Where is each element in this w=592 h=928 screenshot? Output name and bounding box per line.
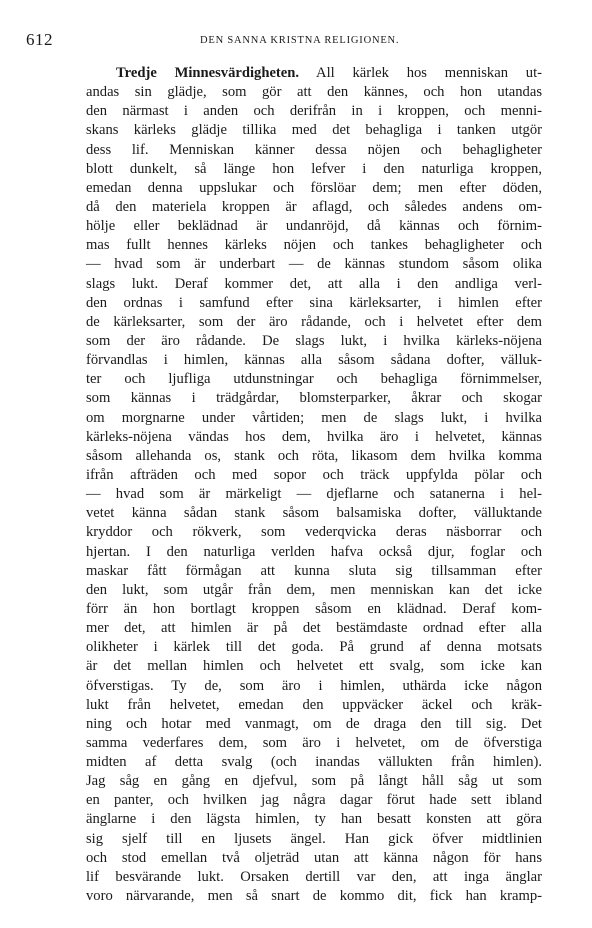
text-line: är det mellan himlen och helvetet ett svalg, som icke kan [86,658,542,675]
text-line: andas sin glädje, som gör att den kännes, och hon utandas [86,84,542,101]
text-line: den lukt, som utgår från dem, men menniskan kan det icke [86,581,542,598]
text-line: mer det, att himlen är på det bestämdaste ordnad efter alla [86,620,542,637]
text-line: ter och ljufliga utdunstningar och behagliga förnimmelser, [86,371,542,388]
text-line: då den materiela kroppen är aflagd, och således andens om- [86,198,542,215]
text-line: en panter, och hvilken jag några dagar förut hade sett ibland [86,792,542,809]
text-line: hjertan. I den naturliga verlden hafva också djur, foglar och [86,543,542,560]
text-line: dess lif. Menniskan känner dessa nöjen och behagligheter [86,141,542,158]
text-line: den närmast i anden och derifrån in i kroppen, och menni- [86,103,542,120]
text-line: mas fullt hennes kärleks nöjen och tankes behagligheter och [86,237,542,254]
text-line: skans kärleks glädje tillika med det behagliga i tanken utgör [86,122,542,139]
text-line: förvandlas i himlen, kännas alla såsom sådana dofter, välluk- [86,352,542,369]
text-line: som der äro rådande. De slags lukt, i hvilka kärleks-nöjena [86,332,542,349]
text-line: olikheter i kärlek till det goda. På grund af denna motsats [86,639,542,656]
text-line: kärleks-nöjena vändas hos dem, hvilka äro i helvetet, kännas [86,428,542,445]
text-line: slags lukt. Deraf kommer det, att alla i den andliga verl- [86,275,542,292]
text-line: lukt från helvetet, emedan den uppväcker äckel och kräk- [86,696,542,713]
text-line: — hvad som är märkeligt — djeflarne och satanerna i hel- [86,486,542,503]
text-line: och stod emellan två oljeträd utan att känna någon för hans [86,849,542,866]
text-line: förr än hon bortlagt kroppen såsom en klädnad. Deraf kom- [86,600,542,617]
text-line: Jag såg en gång en djefvul, som på långt håll såg ut som [86,773,542,790]
text-line: blott dunkelt, så länge hon lefver i den naturliga kroppen, [86,160,542,177]
page-header [26,30,540,54]
text-line: All kärlek hos menniskan ut- [316,65,543,81]
text-line: samma vederfares dem, som äro i helvetet, om de öfverstiga [86,734,542,751]
text-line: öfverstigas. Ty de, som äro i himlen, uthärda icke någon [86,677,542,694]
text-line: kryddor och rökverk, som vederqvicka deras näsborrar och [86,524,542,541]
page-number: 612 [26,30,53,49]
text-line-first [86,64,542,83]
text-line: om morgnarne under vårtiden; men de slags lukt, i hvilka [86,409,542,426]
text-line: som kännas i trädgårdar, blomsterparker, åkrar och skogar [86,390,542,407]
running-title: DEN SANNA KRISTNA RELIGIONEN. [200,35,400,46]
text-line: ning och hotar med vanmagt, om de draga den till sig. Det [86,715,542,732]
text-line: den ordnas i samfund efter sina kärleksarter, i himlen efter [86,294,542,311]
text-line: ifrån afträden och med sopor och träck uppfylda pölar och [86,466,542,483]
text-line: vetet känna sådan stank såsom balsamiska dofter, välluktande [86,505,542,522]
text-line: såsom allehanda os, stank och röta, likasom dem hvilka komma [86,447,542,464]
text-line: sig sjelf till en ljusets ängel. Han gick öfver midtlinien [86,830,542,847]
text-line: lif besvärande lukt. Orsaken dertill var den, att inga änglar [86,868,542,885]
text-line: maskar fått förmågan att kunna sluta sig tillsamman efter [86,562,542,579]
text-line: hölje eller beklädnad är undanröjd, då kännas och förnim- [86,218,542,235]
text-line: emedan denna uppslukar och förslöar dem; men efter döden, [86,179,542,196]
text-line: voro närvarande, men så snart de kommo dit, fick han kramp- [86,888,542,905]
section-heading: Tredje Minnesvärdigheten. [116,65,300,81]
text-line: de kärleksarter, som der äro rådande, och i helvetet efter dem [86,313,542,330]
text-line: änglarne i den lägsta himlen, ty han besatt konsten att göra [86,811,542,828]
text-line: midten af detta svalg (och inandas vällukten från himlen). [86,754,542,771]
text-line: — hvad som är underbart — de kännas stundom såsom olika [86,256,542,273]
body-text [86,64,542,906]
